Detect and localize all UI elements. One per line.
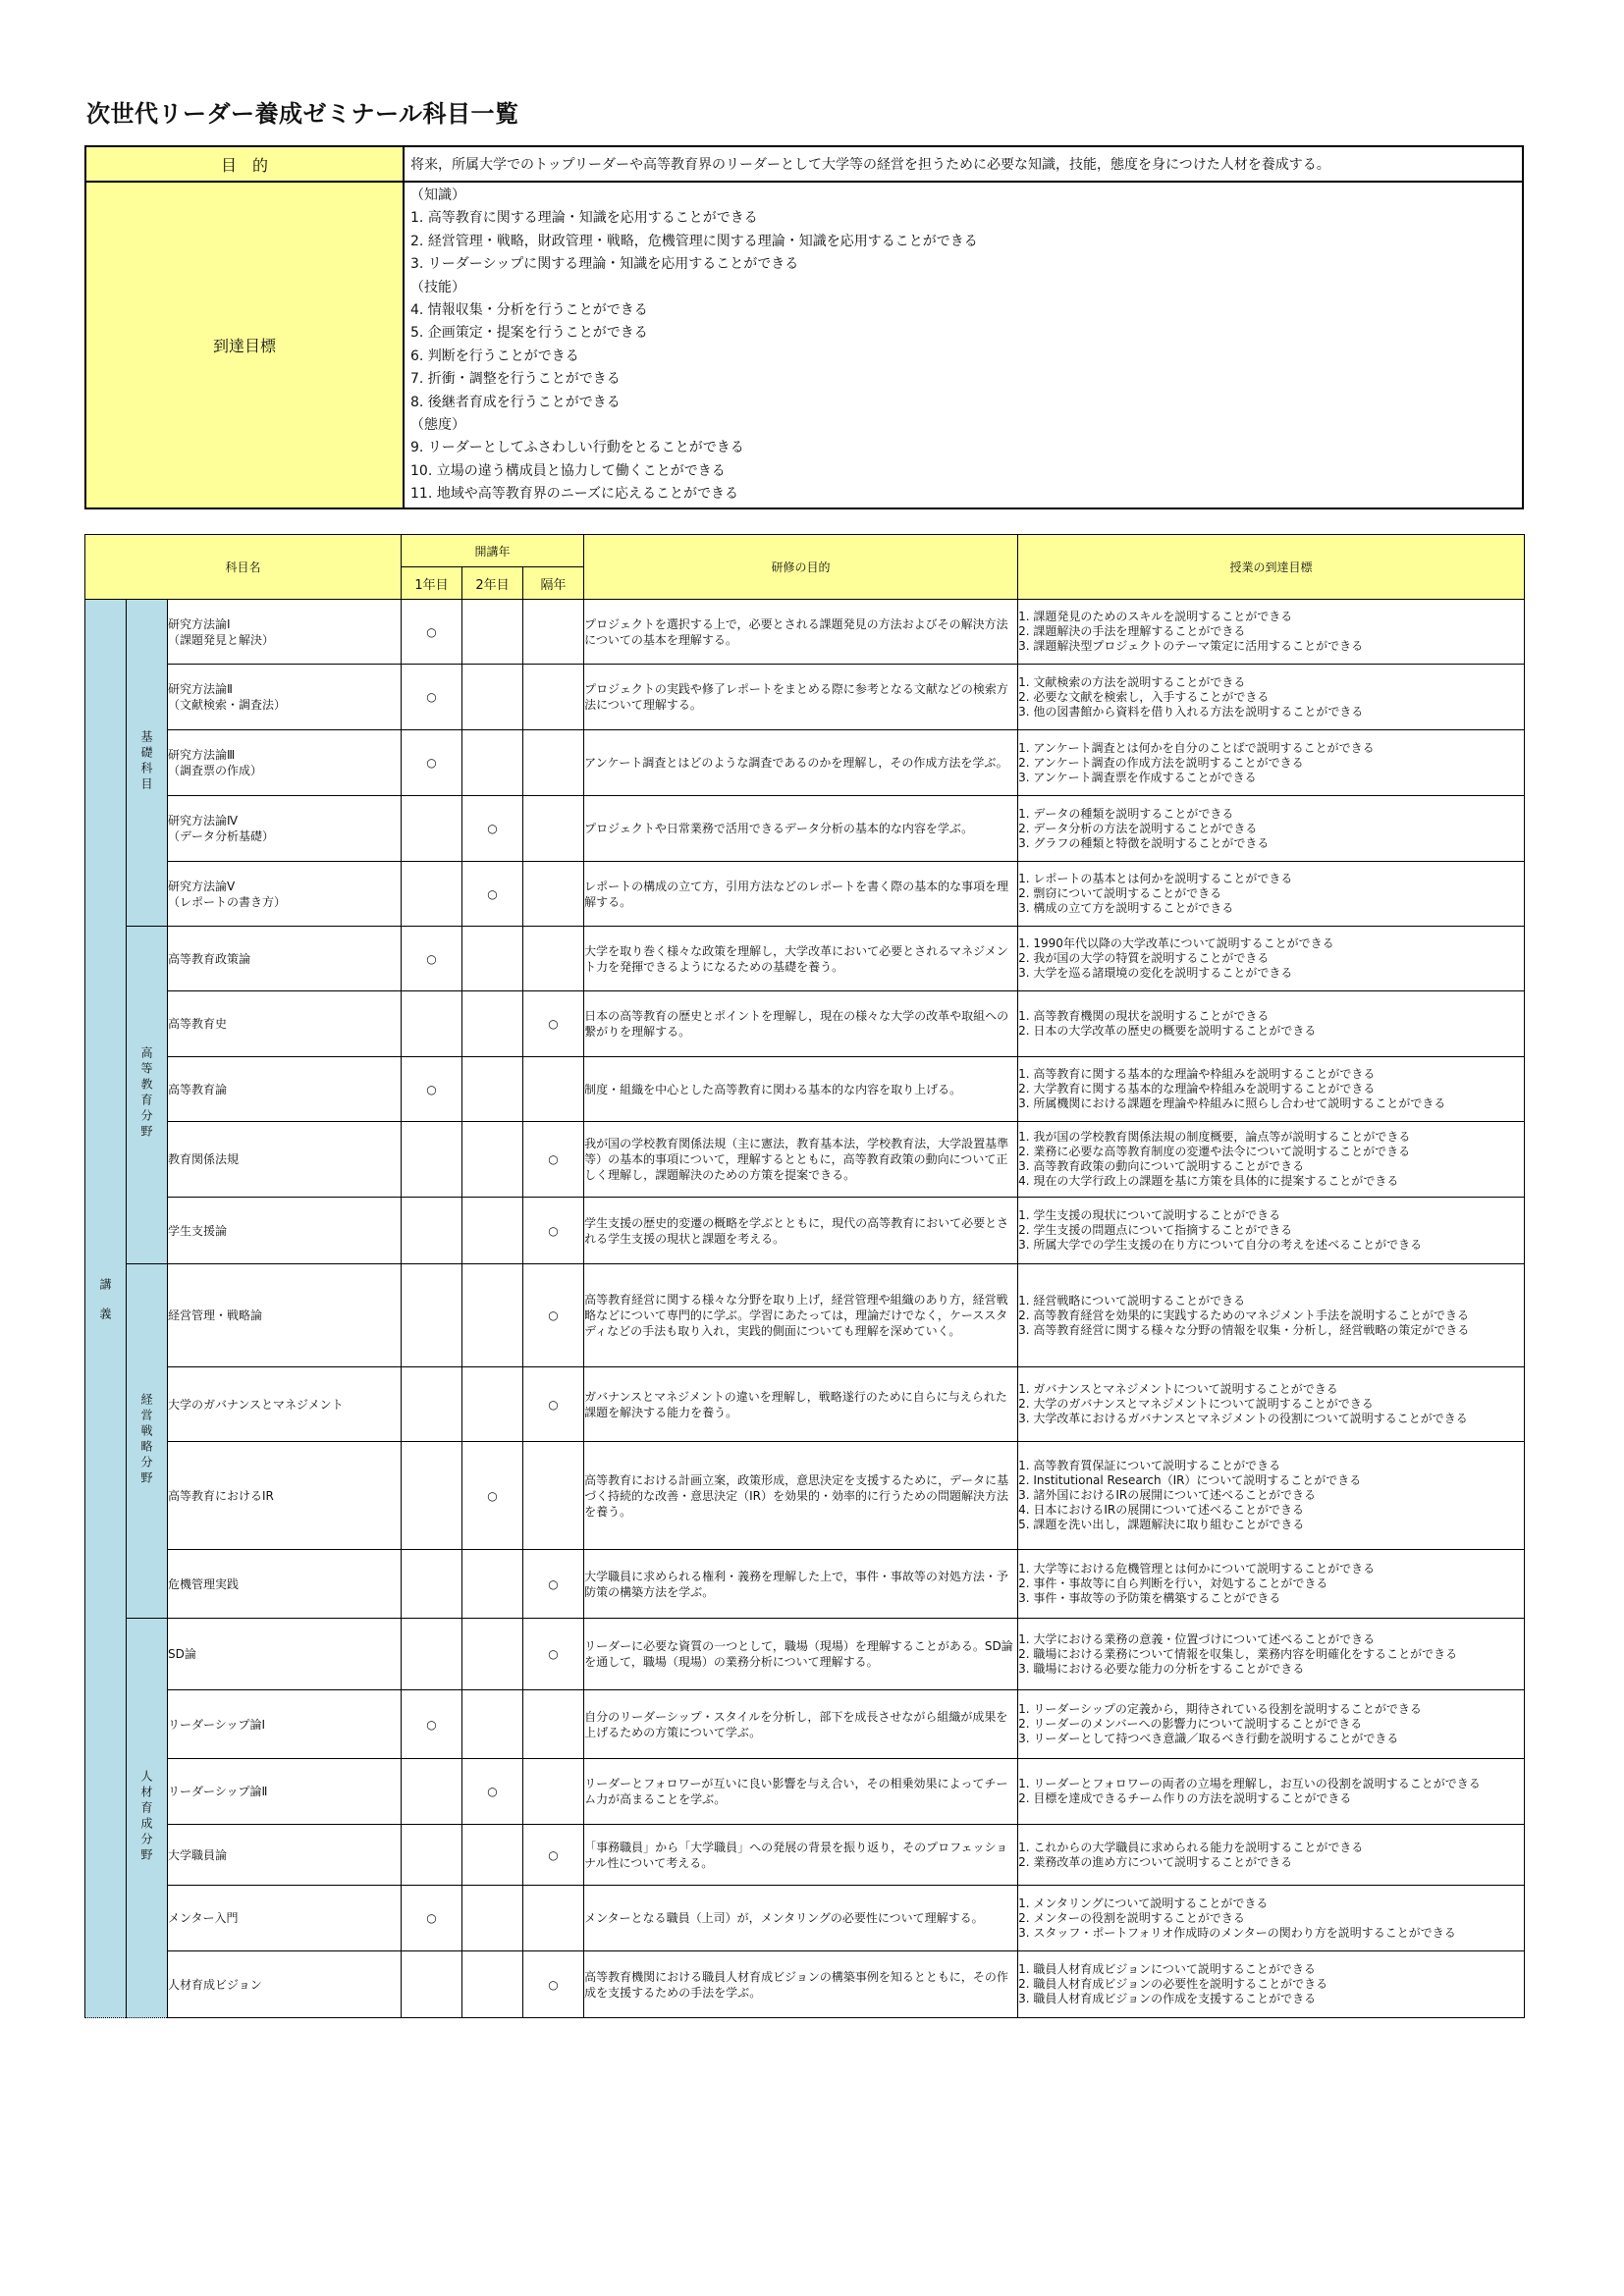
page-title: 次世代リーダー養成ゼミナール科目一覧: [86, 100, 519, 128]
course-purpose: メンターとなる職員（上司）が，メンタリングの必要性について理解する。: [584, 1886, 1018, 1951]
course-goals: [1018, 1886, 1525, 1951]
year-1-mark: [402, 1825, 462, 1886]
course-name-line: （調査票の作成）: [168, 764, 263, 777]
course-goal-item: 3. 構成の立て方を説明することができる: [1018, 901, 1234, 915]
course-name-line: 高等教育論: [168, 1082, 228, 1096]
course-row: [85, 1122, 1525, 1198]
course-goal-item: 1. 職員人材育成ビジョンについて説明することができる: [1018, 1962, 1316, 1976]
course-goals: [1018, 796, 1525, 862]
course-goal-item: 1. リーダーとフォロワーの両者の立場を理解し，お互いの役割を説明することができる: [1018, 1777, 1481, 1790]
category-field: [127, 1264, 168, 1619]
course-goal-item: 2. 業務に必要な高等教育制度の変遷や法令について説明することができる: [1018, 1145, 1411, 1158]
course-name-line: （データ分析基礎）: [168, 829, 275, 843]
course-name-line: リーダーシップ論Ⅱ: [168, 1785, 268, 1798]
course-row: [85, 1759, 1525, 1825]
course-name-line: リーダーシップ論Ⅰ: [168, 1717, 266, 1732]
course-goals: [1018, 1690, 1525, 1759]
year-1-mark: [402, 1550, 462, 1619]
goal-item: 4. 情報収集・分析を行うことができる: [410, 301, 648, 318]
course-goal-item: 1. リーダーシップの定義から，期待されている役割を説明することができる: [1018, 1702, 1422, 1716]
course-goals: [1018, 600, 1525, 665]
course-purpose: 高等教育における計画立案，政策形成，意思決定を支援するために，データに基づく持続的な改善・意思決定（IR）を効果的・効率的に行うための問題解決方法を養う。: [584, 1442, 1018, 1550]
alternate-year-mark: [523, 796, 584, 862]
alternate-year-mark: ○: [523, 1550, 584, 1619]
purpose-goals-table: [84, 145, 1524, 509]
course-purpose: 日本の高等教育の歴史とポイントを理解し，現在の様々な大学の改革や取組への繋がりを理解する。: [584, 991, 1018, 1057]
alternate-year-mark: ○: [523, 1825, 584, 1886]
course-goal-item: 1. データの種類を説明することができる: [1018, 806, 1234, 821]
year-2-mark: [462, 730, 523, 796]
course-goals: [1018, 1951, 1525, 2018]
course-goal-item: 1. 大学における業務の意義・位置づけについて述べることができる: [1018, 1631, 1376, 1646]
course-name: [168, 927, 402, 991]
course-goal-item: 1. メンタリングについて説明することができる: [1018, 1896, 1269, 1910]
year-1-mark: ○: [402, 730, 462, 796]
goal-item: 8. 後継者育成を行うことができる: [410, 394, 621, 410]
category-field-label: 基礎科目: [139, 729, 153, 793]
course-goal-item: 3. グラフの種類と特徴を説明することができる: [1018, 835, 1270, 850]
goal-item: （態度）: [410, 416, 465, 433]
year-1-mark: [402, 1619, 462, 1690]
course-goal-item: 2. メンターの役割を説明することができる: [1018, 1910, 1245, 1925]
course-name-line: 高等教育政策論: [168, 951, 251, 966]
course-name-line: 学生支援論: [168, 1223, 228, 1238]
alternate-year-mark: ○: [523, 1264, 584, 1367]
course-goals: [1018, 927, 1525, 991]
course-goals: [1018, 1825, 1525, 1886]
course-name-line: 教育関係法規: [168, 1152, 240, 1166]
course-purpose: 大学職員に求められる権利・義務を理解した上で，事件・事故等の対処方法・予防策の構築方法を学ぶ。: [584, 1550, 1018, 1619]
course-row: [85, 665, 1525, 730]
course-row: [85, 1825, 1525, 1886]
course-name-line: 研究方法論Ⅴ: [168, 879, 236, 893]
course-name: [168, 796, 402, 862]
course-purpose: プロジェクトの実践や修了レポートをまとめる際に参考となる文献などの検索方法について理解する。: [584, 665, 1018, 730]
course-goal-item: 2. 必要な文献を検索し，入手することができる: [1018, 689, 1270, 704]
year-1-mark: [402, 1122, 462, 1198]
year-1-mark: [402, 1759, 462, 1825]
course-row: [85, 1057, 1525, 1122]
course-name-line: 高等教育史: [168, 1017, 228, 1031]
course-row: [85, 1619, 1525, 1690]
goal-item: 5. 企画策定・提案を行うことができる: [410, 325, 648, 342]
course-goal-item: 2. 大学のガバナンスとマネジメントについて説明することができる: [1018, 1397, 1374, 1411]
header-purpose: 研修の目的: [584, 535, 1018, 600]
course-purpose: 「事務職員」から「大学職員」への発展の背景を振り返り，そのプロフェッショナル性について考える。: [584, 1825, 1018, 1886]
course-name: [168, 1886, 402, 1951]
course-purpose: 大学を取り巻く様々な政策を理解し，大学改革において必要とされるマネジメント力を発揮できるようになるための基礎を養う。: [584, 927, 1018, 991]
course-name-line: 大学のガバナンスとマネジメント: [168, 1397, 344, 1412]
alternate-year-mark: [523, 862, 584, 927]
year-2-mark: [462, 1690, 523, 1759]
course-goals: [1018, 1619, 1525, 1690]
course-purpose: リーダーに必要な資質の一つとして，職場（現場）を理解することがある。SD論を通して，職場（現場）の業務分析について理解する。: [584, 1619, 1018, 1690]
goal-item: 9. リーダーとしてふさわしい行動をとることができる: [410, 440, 744, 456]
course-goal-item: 2. アンケート調査の作成方法を説明することができる: [1018, 755, 1304, 770]
goal-item: 11. 地域や高等教育界のニーズに応えることができる: [410, 486, 739, 503]
course-goal-item: 3. 職員人材育成ビジョンの作成を支援することができる: [1018, 1992, 1317, 2005]
course-name: [168, 1690, 402, 1759]
year-2-mark: [462, 1825, 523, 1886]
course-goal-item: 2. 大学教育に関する基本的な理論や枠組みを説明することができる: [1018, 1082, 1376, 1095]
course-goal-item: 1. 文献検索の方法を説明することができる: [1018, 674, 1246, 689]
course-row: [85, 1550, 1525, 1619]
course-name: [168, 1198, 402, 1264]
course-row: [85, 796, 1525, 862]
year-2-mark: [462, 1886, 523, 1951]
year-1-mark: ○: [402, 665, 462, 730]
header-year: 開講年: [402, 535, 584, 567]
year-2-mark: [462, 927, 523, 991]
course-goal-item: 2. 剽窃について説明することができる: [1018, 886, 1222, 900]
goal-item: 3. リーダーシップに関する理論・知識を応用することができる: [410, 256, 799, 273]
course-name: [168, 1550, 402, 1619]
alternate-year-mark: ○: [523, 1619, 584, 1690]
year-2-mark: [462, 600, 523, 665]
alternate-year-mark: [523, 1442, 584, 1550]
course-name-line: 高等教育におけるIR: [168, 1488, 274, 1503]
header-alternate-year: 隔年: [523, 567, 584, 600]
category-field-label: 経営戦略分野: [139, 1392, 153, 1487]
course-name-line: 研究方法論Ⅱ: [168, 682, 233, 696]
purpose-label: 目 的: [85, 146, 404, 182]
course-name: [168, 991, 402, 1057]
year-2-mark: [462, 665, 523, 730]
course-goal-item: 3. リーダーとして持つべき意識／取るべき行動を説明することができる: [1018, 1732, 1399, 1745]
course-purpose: 高等教育機関における職員人材育成ビジョンの構築事例を知るとともに，その作成を支援するための手法を学ぶ。: [584, 1951, 1018, 2018]
course-row: [85, 1951, 1525, 2018]
alternate-year-mark: [523, 730, 584, 796]
course-name: [168, 1367, 402, 1442]
course-goal-item: 1. 学生支援の現状について説明することができる: [1018, 1208, 1281, 1222]
year-2-mark: ○: [462, 862, 523, 927]
course-name-line: （課題発見と解決）: [168, 632, 275, 647]
course-row: [85, 1264, 1525, 1367]
goal-item: 6. 判断を行うことができる: [410, 347, 579, 364]
category-field-label: 高等教育分野: [139, 1046, 153, 1141]
year-1-mark: [402, 1264, 462, 1367]
course-goal-item: 2. 高等教育経営を効果的に実践するためのマネジメント手法を説明することができる: [1018, 1308, 1469, 1322]
course-name-line: 危機管理実践: [168, 1576, 240, 1591]
course-goal-item: 2. 業務改革の進め方について説明することができる: [1018, 1854, 1293, 1869]
course-goal-item: 3. 事件・事故等の予防策を構築することができる: [1018, 1591, 1281, 1605]
course-goals: [1018, 862, 1525, 927]
course-goal-item: 1. 課題発見のためのスキルを説明することができる: [1018, 610, 1293, 623]
course-goal-item: 5. 課題を洗い出し，課題解決に取り組むことができる: [1018, 1518, 1305, 1531]
course-name: [168, 1122, 402, 1198]
year-2-mark: [462, 1550, 523, 1619]
purpose-text: 将来，所属大学でのトップリーダーや高等教育界のリーダーとして大学等の経営を担うために必要な知識，技能，態度を身につけた人材を養成する。: [404, 146, 1523, 182]
alternate-year-mark: [523, 600, 584, 665]
header-year-1: 1年目: [402, 567, 462, 600]
course-purpose: 学生支援の歴史的変遷の概略を学ぶとともに，現代の高等教育において必要とされる学生支援の現状と課題を考える。: [584, 1198, 1018, 1264]
course-purpose: プロジェクトを選択する上で，必要とされる課題発見の方法およびその解決方法についての基本を理解する。: [584, 600, 1018, 665]
course-goal-item: 2. 職員人材育成ビジョンの必要性を説明することができる: [1018, 1977, 1328, 1991]
course-purpose: 制度・組織を中心とした高等教育に関わる基本的な内容を取り上げる。: [584, 1057, 1018, 1122]
course-purpose: ガバナンスとマネジメントの違いを理解し，戦略遂行のために自らに与えられた課題を解決する能力を養う。: [584, 1367, 1018, 1442]
year-1-mark: [402, 796, 462, 862]
course-goal-item: 2. 職場における業務について情報を収集し，業務内容を明確化をすることができる: [1018, 1646, 1458, 1661]
course-goals: [1018, 1198, 1525, 1264]
course-goal-item: 3. 他の図書館から資料を借り入れる方法を説明することができる: [1018, 704, 1364, 719]
year-2-mark: [462, 1951, 523, 2018]
goal-item: （知識）: [410, 187, 465, 203]
course-goal-item: 3. アンケート調査票を作成することができる: [1018, 770, 1257, 784]
course-goal-item: 3. 課題解決型プロジェクトのテーマ策定に活用することができる: [1018, 639, 1364, 653]
course-purpose: プロジェクトや日常業務で活用できるデータ分析の基本的な内容を学ぶ。: [584, 796, 1018, 862]
course-goal-item: 3. 所属機関における課題を理論や枠組みに照らし合わせて説明することができる: [1018, 1096, 1446, 1110]
course-goal-item: 2. 我が国の大学の特質を説明することができる: [1018, 951, 1270, 965]
course-goal-item: 3. 大学を巡る諸環境の変化を説明することができる: [1018, 966, 1293, 980]
alternate-year-mark: [523, 1057, 584, 1122]
course-purpose: レポートの構成の立て方，引用方法などのレポートを書く際の基本的な事項を理解する。: [584, 862, 1018, 927]
course-goals: [1018, 991, 1525, 1057]
course-goal-item: 3. 職場における必要な能力の分析をすることができる: [1018, 1661, 1305, 1676]
course-purpose: アンケート調査とはどのような調査であるのかを理解し，その作成方法を学ぶ。: [584, 730, 1018, 796]
course-name-line: （レポートの書き方）: [168, 894, 287, 909]
course-goal-item: 2. 日本の大学改革の歴史の概要を説明することができる: [1018, 1024, 1317, 1038]
course-name-line: SD論: [168, 1647, 196, 1661]
year-2-mark: [462, 1367, 523, 1442]
category-field: [127, 927, 168, 1264]
course-name: [168, 1619, 402, 1690]
header-subject: 科目名: [85, 535, 402, 600]
course-name: [168, 1825, 402, 1886]
course-goal-item: 1. 高等教育質保証について説明することができる: [1018, 1459, 1281, 1472]
alternate-year-mark: ○: [523, 1951, 584, 2018]
course-name-line: 研究方法論Ⅰ: [168, 616, 231, 631]
course-goals: [1018, 1367, 1525, 1442]
course-goal-item: 2. 課題解決の手法を理解することができる: [1018, 624, 1246, 638]
goals-label: 到達目標: [85, 182, 404, 508]
year-1-mark: [402, 1367, 462, 1442]
course-name: [168, 1759, 402, 1825]
course-goal-item: 2. Institutional Research（IR）について説明することができる: [1018, 1473, 1362, 1487]
course-row: [85, 1198, 1525, 1264]
year-1-mark: [402, 1442, 462, 1550]
course-goal-item: 1. これからの大学職員に求められる能力を説明することができる: [1018, 1840, 1364, 1854]
alternate-year-mark: ○: [523, 1122, 584, 1198]
goal-item: （技能）: [410, 279, 465, 295]
course-goals: [1018, 1759, 1525, 1825]
course-goal-item: 2. 学生支援の問題点について指摘することができる: [1018, 1223, 1293, 1237]
course-name: [168, 1442, 402, 1550]
course-name: [168, 1951, 402, 2018]
goals-list: [404, 182, 1523, 508]
course-name: [168, 600, 402, 665]
course-goal-item: 1. レポートの基本とは何かを説明することができる: [1018, 872, 1293, 885]
course-row: [85, 1690, 1525, 1759]
course-goal-item: 3. 高等教育経営に関する様々な分野の情報を収集・分析し，経営戦略の策定ができる: [1018, 1322, 1470, 1337]
course-goal-item: 4. 現在の大学行政上の課題を基に方策を具体的に提案することができる: [1018, 1174, 1399, 1188]
goal-item: 2. 経営管理・戦略，財政管理・戦略，危機管理に関する理論・知識を応用することができる: [410, 233, 978, 249]
goal-item: 7. 折衝・調整を行うことができる: [410, 371, 621, 388]
course-goals: [1018, 1122, 1525, 1198]
course-name: [168, 862, 402, 927]
course-goal-item: 1. 我が国の学校教育関係法規の制度概要，論点等が説明することができる: [1018, 1130, 1411, 1144]
alternate-year-mark: [523, 1759, 584, 1825]
course-goals: [1018, 1550, 1525, 1619]
course-goal-item: 1. 高等教育に関する基本的な理論や枠組みを説明することができる: [1018, 1067, 1376, 1081]
course-goal-item: 1. ガバナンスとマネジメントについて説明することができる: [1018, 1382, 1338, 1396]
year-1-mark: ○: [402, 1690, 462, 1759]
course-goal-item: 2. リーダーのメンバーへの影響力について説明することができる: [1018, 1717, 1363, 1731]
category-lecture: [85, 600, 127, 2018]
course-name-line: メンター入門: [168, 1911, 239, 1925]
alternate-year-mark: [523, 665, 584, 730]
course-goal-item: 1. 高等教育機関の現状を説明することができる: [1018, 1009, 1270, 1023]
course-purpose: 我が国の学校教育関係法規（主に憲法，教育基本法，学校教育法，大学設置基準等）の基本的事項について，理解するとともに，高等教育政策の動向について正しく理解し，課題解決のための方策を提案できる。: [584, 1122, 1018, 1198]
course-row: [85, 730, 1525, 796]
year-2-mark: [462, 1264, 523, 1367]
category-field: [127, 600, 168, 927]
goal-item: 10. 立場の違う構成員と協力して働くことができる: [410, 462, 726, 479]
course-name: [168, 1264, 402, 1367]
year-1-mark: [402, 991, 462, 1057]
year-1-mark: ○: [402, 927, 462, 991]
year-1-mark: [402, 1198, 462, 1264]
course-name: [168, 730, 402, 796]
course-name-line: 人材育成ビジョン: [168, 1977, 262, 1992]
course-table: [84, 534, 1525, 2018]
year-1-mark: ○: [402, 1886, 462, 1951]
course-row: [85, 600, 1525, 665]
year-1-mark: ○: [402, 600, 462, 665]
course-goal-item: 1. アンケート調査とは何かを自分のことばで説明することができる: [1018, 740, 1375, 755]
alternate-year-mark: ○: [523, 1198, 584, 1264]
year-1-mark: [402, 1951, 462, 2018]
course-goal-item: 3. 高等教育政策の動向について説明することができる: [1018, 1159, 1305, 1173]
course-goal-item: 3. 諸外国におけるIRの展開について述べることができる: [1018, 1488, 1316, 1502]
course-goals: [1018, 1442, 1525, 1550]
course-name-line: 経営管理・戦略論: [168, 1308, 263, 1322]
course-goals: [1018, 1057, 1525, 1122]
course-goal-item: 2. 事件・事故等に自ら判断を行い，対処することができる: [1018, 1576, 1328, 1590]
course-row: [85, 1886, 1525, 1951]
course-purpose: 高等教育経営に関する様々な分野を取り上げ，経営管理や組織のあり方，経営戦略などについて専門的に学ぶ。学習にあたっては，理論だけでなく，ケーススタディなどの手法も取り入れ，実践的側面についても理解を深めていく。: [584, 1264, 1018, 1367]
category-field: [127, 1619, 168, 2018]
year-2-mark: ○: [462, 1759, 523, 1825]
year-2-mark: [462, 1057, 523, 1122]
course-name: [168, 1057, 402, 1122]
year-2-mark: [462, 1619, 523, 1690]
course-row: [85, 991, 1525, 1057]
course-goal-item: 1. 1990年代以降の大学改革について説明することができる: [1018, 936, 1334, 950]
alternate-year-mark: ○: [523, 1367, 584, 1442]
course-name-line: 大学職員論: [168, 1847, 228, 1862]
course-purpose: 自分のリーダーシップ・スタイルを分析し，部下を成長させながら組織が成果を上げるための方策について学ぶ。: [584, 1690, 1018, 1759]
course-purpose: リーダーとフォロワーが互いに良い影響を与え合い，その相乗効果によってチーム力が高まることを学ぶ。: [584, 1759, 1018, 1825]
course-goal-item: 2. 目標を達成できるチーム作りの方法を説明することができる: [1018, 1791, 1352, 1805]
course-goal-item: 2. データ分析の方法を説明することができる: [1018, 821, 1258, 835]
course-goal-item: 4. 日本におけるIRの展開について述べることができる: [1018, 1503, 1304, 1517]
course-goal-item: 1. 大学等における危機管理とは何かについて説明することができる: [1018, 1562, 1376, 1575]
year-2-mark: [462, 991, 523, 1057]
alternate-year-mark: [523, 1886, 584, 1951]
course-row: [85, 862, 1525, 927]
course-goals: [1018, 1264, 1525, 1367]
year-2-mark: ○: [462, 1442, 523, 1550]
alternate-year-mark: ○: [523, 991, 584, 1057]
course-goals: [1018, 665, 1525, 730]
year-2-mark: [462, 1122, 523, 1198]
alternate-year-mark: [523, 1690, 584, 1759]
course-name-line: 研究方法論Ⅳ: [168, 814, 239, 828]
year-1-mark: [402, 862, 462, 927]
course-goal-item: 3. 所属大学での学生支援の在り方について自分の考えを述べることができる: [1018, 1238, 1423, 1252]
course-row: [85, 1367, 1525, 1442]
course-goal-item: 1. 経営戦略について説明することができる: [1018, 1293, 1246, 1308]
course-goal-item: 3. 大学改革におけるガバナンスとマネジメントの役割について説明することができる: [1018, 1412, 1468, 1425]
course-row: [85, 927, 1525, 991]
category-field-label: 人材育成分野: [139, 1769, 153, 1864]
year-2-mark: [462, 1198, 523, 1264]
goal-item: 1. 高等教育に関する理論・知識を応用することができる: [410, 210, 758, 227]
year-1-mark: ○: [402, 1057, 462, 1122]
header-year-2: 2年目: [462, 567, 523, 600]
category-lecture-label: 講義: [98, 1277, 112, 1337]
course-goals: [1018, 730, 1525, 796]
alternate-year-mark: [523, 927, 584, 991]
course-goal-item: 3. スタッフ・ポートフォリオ作成時のメンターの関わり方を説明することができる: [1018, 1925, 1456, 1940]
course-row: [85, 1442, 1525, 1550]
course-name-line: 研究方法論Ⅲ: [168, 748, 236, 762]
course-name-line: （文献検索・調査法）: [168, 698, 287, 712]
year-2-mark: ○: [462, 796, 523, 862]
header-goal: 授業の到達目標: [1018, 535, 1525, 600]
course-name: [168, 665, 402, 730]
